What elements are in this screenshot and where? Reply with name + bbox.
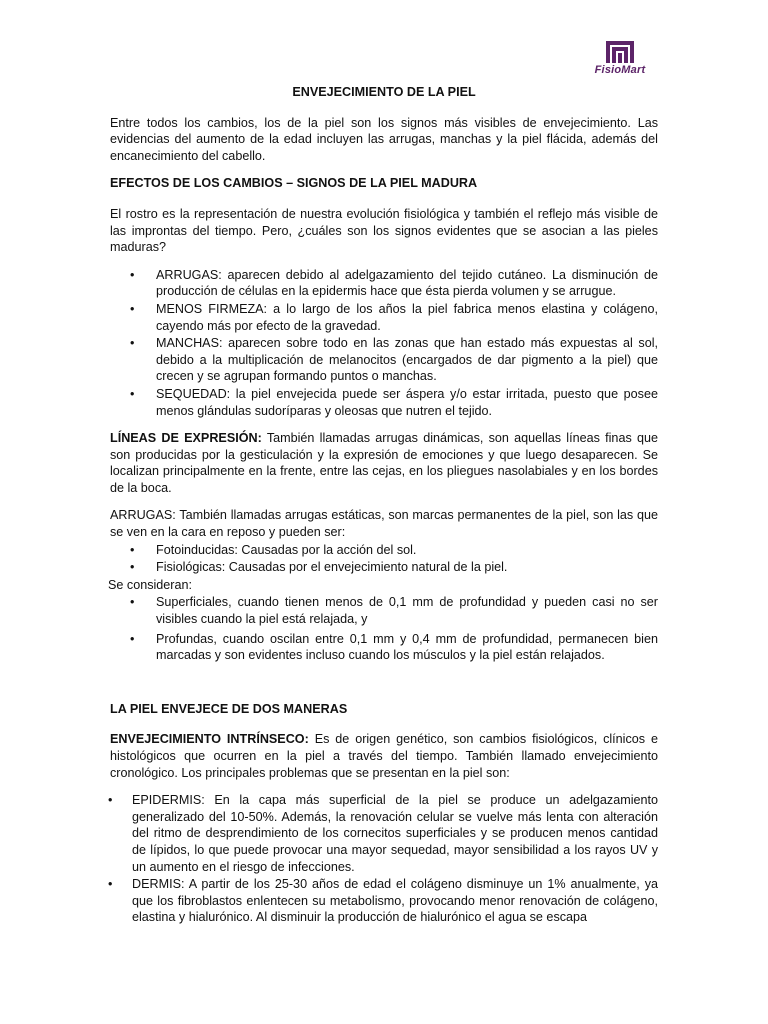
heading-maneras: LA PIEL ENVEJECE DE DOS MANERAS	[110, 701, 348, 716]
intrinseco-label: ENVEJECIMIENTO INTRÍNSECO:	[110, 732, 309, 747]
list-item: • MANCHAS: aparecen sobre todo en las zonas que han estado más expuestas al sol, debido a la multiplicación de melanocitos (encargados de dar pigmento a la piel) que crecen y se agrupan formando puntos o manchas.	[110, 335, 658, 385]
document-page	[110, 84, 658, 937]
efectos-paragraph: El rostro es la representación de nuestra evolución fisiológica y también el reflejo más visible de las improntas del tiempo. Pero, ¿cuáles son los signos evidentes que se asocian a las pieles maduras?	[110, 206, 658, 255]
signos-list	[110, 267, 658, 419]
list-item: • MENOS FIRMEZA: a lo largo de los años la piel fabrica menos elastina y colágeno, cayendo más por efecto de la gravedad.	[110, 301, 658, 334]
intrinseco-text: Es de origen genético, son cambios fisiológicos, clínicos e histológicos que ocurren en la piel a través del tiempo. También llamado envejecimiento cronológico. Los principales problemas que se presentan en la piel son:	[110, 732, 658, 780]
list-item: • ARRUGAS: aparecen debido al adelgazamiento del tejido cutáneo. La disminución de producción de células en la epidermis hace que ésta pierda volumen y se arrugue.	[110, 267, 658, 300]
document-title: ENVEJECIMIENTO DE LA PIEL	[292, 85, 476, 99]
arrugas-paragraph	[110, 507, 658, 540]
profundidad-list	[110, 594, 658, 663]
tipos-list	[110, 542, 658, 576]
list-item: • SEQUEDAD: la piel envejecida puede ser áspera y/o estar irritada, puesto que posee menos glándulas sudoríparas y oleosas que nutren el tejido.	[110, 386, 658, 419]
capas-list	[0, 792, 658, 926]
intro-paragraph: Entre todos los cambios, los de la piel son los signos más visibles de envejecimiento. Las evidencias del aumento de la edad incluyen las arrugas, manchas y la piel flácida, además del encanecimiento del cabello.	[110, 115, 658, 163]
list-item: • Fotoinducidas: Causadas por la acción del sol.	[110, 542, 658, 559]
intrinseco-paragraph	[110, 731, 658, 781]
list-item: • Superficiales, cuando tienen menos de 0,1 mm de profundidad y pueden casi no ser visibles cuando la piel está relajada, y	[110, 594, 658, 627]
heading-efectos: EFECTOS DE LOS CAMBIOS – SIGNOS DE LA PIEL MADURA	[110, 176, 478, 191]
logo	[584, 40, 656, 80]
se-consideran-label: Se consideran:	[108, 577, 193, 592]
arrugas-label: ARRUGAS:	[110, 508, 176, 523]
lineas-paragraph	[110, 430, 658, 496]
list-item: • EPIDERMIS: En la capa más superficial de la piel se produce un adelgazamiento generalizado del 10-50%. Además, la renovación celular se vuelve más lenta con alteración del ritmo de desprendimiento de los cornecitos superficiales y se producen menos cantidad de lípidos, lo que puede provocar una mayor sequedad, mayor sensibilidad a los rayos UV y un aumento en el riesgo de infecciones.	[110, 792, 658, 875]
arrugas-text: También llamadas arrugas estáticas, son marcas permanentes de la piel, son las que se ven en la cara en reposo y pueden ser:	[110, 508, 658, 540]
spacer	[110, 675, 658, 701]
lineas-label: LÍNEAS DE EXPRESIÓN:	[110, 431, 262, 446]
list-item: • Fisiológicas: Causadas por el envejecimiento natural de la piel.	[110, 559, 658, 576]
list-item: • Profundas, cuando oscilan entre 0,1 mm y 0,4 mm de profundidad, permanecen bien marcadas y son evidentes incluso cuando los músculos y la piel están relajados.	[110, 631, 658, 664]
logo-text: FisioMart	[594, 64, 646, 76]
list-item: • DERMIS: A partir de los 25-30 años de edad el colágeno disminuye un 1% anualmente, ya que los fibroblastos enlentecen su metabolismo, provocando menor renovación de colágeno, elastina y hialurónico. Al disminuir la producción de hialurónico el agua se escapa	[110, 876, 658, 926]
logo-icon	[605, 40, 635, 64]
lineas-text: También llamadas arrugas dinámicas, son aquellas líneas finas que son producidas por la gesticulación y la expresión de emociones y que luego desaparecen. Se localizan principalmente en la frente, entre las cejas, en los pliegues nasolabiales y en los bordes de la boca.	[110, 431, 658, 495]
